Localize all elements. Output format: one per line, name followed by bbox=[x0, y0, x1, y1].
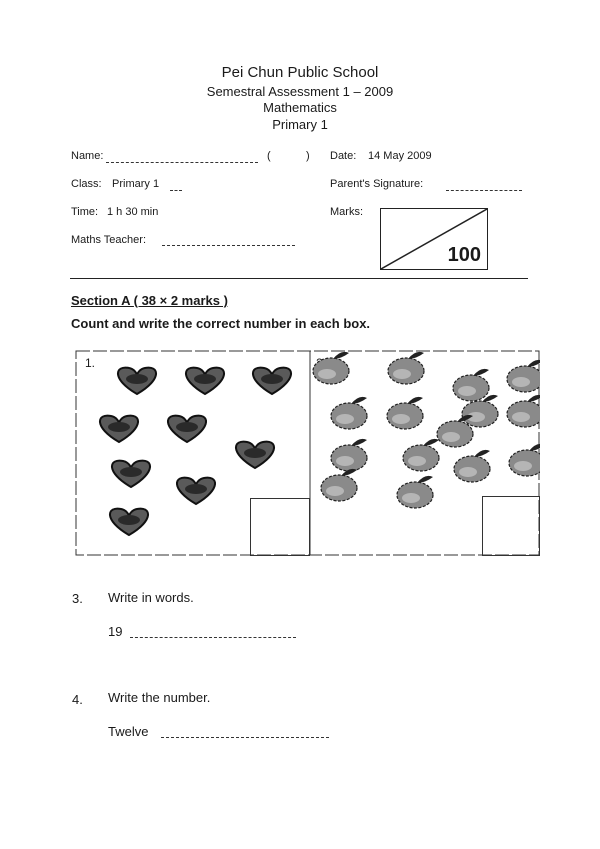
fruit-icon bbox=[509, 444, 540, 476]
question-3-given: 19 bbox=[108, 624, 123, 639]
question-3-answer-line[interactable] bbox=[130, 637, 296, 638]
fruit-icon bbox=[403, 439, 439, 471]
level-title: Primary 1 bbox=[272, 117, 328, 132]
class-line[interactable] bbox=[170, 190, 182, 191]
assessment-title: Semestral Assessment 1 – 2009 bbox=[206, 84, 394, 99]
fruit-icon bbox=[453, 369, 489, 401]
fruit-icon bbox=[397, 476, 433, 508]
counting-panel bbox=[75, 350, 540, 556]
question-4-number: 4. bbox=[72, 692, 83, 707]
fruit-icon bbox=[507, 360, 540, 392]
section-heading bbox=[71, 293, 228, 308]
teacher-line[interactable] bbox=[162, 245, 295, 246]
section-marks: ( 38 × 2 marks ) bbox=[133, 293, 228, 308]
teacher-label: Maths Teacher: bbox=[71, 234, 147, 246]
name-line[interactable] bbox=[106, 162, 258, 163]
marks-label: Marks: bbox=[330, 206, 363, 218]
question-3-number: 3. bbox=[72, 591, 83, 606]
question-4-prompt: Write the number. bbox=[108, 690, 211, 705]
class-value: Primary 1 bbox=[112, 178, 160, 190]
date-label: Date: bbox=[330, 150, 357, 162]
fruit-icon bbox=[454, 450, 490, 482]
marks-box bbox=[380, 208, 488, 270]
parent-signature-line[interactable] bbox=[446, 190, 522, 191]
index-bracket-close: ) bbox=[306, 150, 310, 162]
fruit-icon bbox=[321, 469, 357, 501]
date-value: 14 May 2009 bbox=[368, 150, 432, 162]
index-bracket-open: ( bbox=[267, 150, 271, 162]
time-label: Time: bbox=[71, 206, 99, 218]
question-4-answer-line[interactable] bbox=[161, 737, 329, 738]
school-name: Pei Chun Public School bbox=[221, 64, 379, 81]
fruit-icon bbox=[313, 352, 349, 384]
section-title: Section A bbox=[71, 293, 130, 308]
time-value: 1 h 30 min bbox=[107, 206, 159, 218]
fruit-icon bbox=[507, 395, 540, 427]
fruit-icon bbox=[331, 439, 367, 471]
fruit-icon bbox=[388, 352, 424, 384]
parent-signature-label: Parent's Signature: bbox=[330, 178, 424, 190]
question-4-given: Twelve bbox=[108, 724, 149, 739]
header-divider bbox=[70, 278, 528, 279]
subject-title: Mathematics bbox=[263, 100, 337, 115]
class-label: Class: bbox=[71, 178, 102, 190]
fruit-icon bbox=[331, 397, 367, 429]
question-1-number: 1. bbox=[85, 356, 96, 370]
marks-total: 100 bbox=[447, 244, 481, 266]
question-3-prompt: Write in words. bbox=[108, 590, 194, 605]
fruit-icon bbox=[387, 397, 423, 429]
fruits-group bbox=[75, 350, 540, 556]
name-label: Name: bbox=[71, 150, 104, 162]
section-instruction: Count and write the correct number in each box. bbox=[71, 316, 371, 331]
